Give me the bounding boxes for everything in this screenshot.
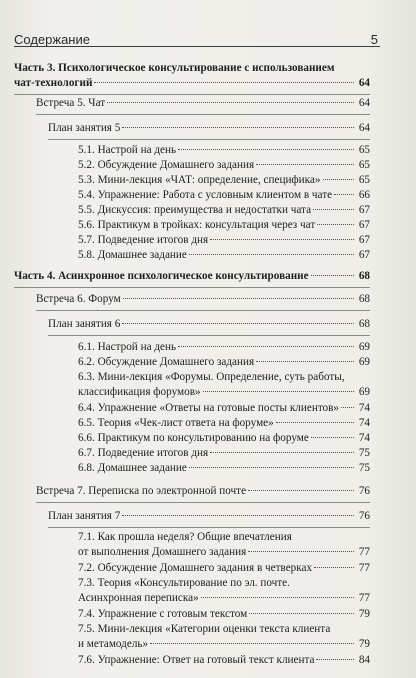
toc-entry-title: от выполнения Домашнего задания — [78, 546, 247, 558]
toc-entry-line — [78, 431, 370, 446]
toc-entry-line — [78, 576, 370, 591]
toc-leader-dots — [276, 422, 354, 423]
toc-page-number: 65 — [358, 144, 370, 156]
toc-page-number: 77 — [358, 546, 370, 558]
toc-entry-title: 6.1. Настрой на день — [78, 341, 177, 353]
toc-leader-dots — [311, 275, 354, 276]
toc-entry — [78, 607, 370, 622]
toc-entry-title: 5.5. Дискуссия: преимущества и недостатки чата — [78, 204, 312, 216]
toc-entry — [48, 121, 370, 136]
toc-entry — [78, 173, 370, 188]
toc-entry — [14, 269, 370, 284]
toc-page-number: 68 — [358, 318, 370, 330]
toc-entry-title: Часть 4. Асинхронное психологическое консультирование — [14, 270, 309, 282]
toc-separator-line — [14, 94, 370, 95]
toc-page-number: 75 — [358, 462, 370, 474]
toc-separator-line — [36, 310, 370, 311]
toc-entry-title: 5.8. Домашнее задание — [78, 249, 187, 261]
toc-page-number: 65 — [358, 174, 370, 186]
toc-page-number: 84 — [358, 654, 370, 666]
toc-entry — [78, 401, 370, 416]
page-number: 5 — [370, 32, 378, 47]
toc-entry-line — [78, 370, 370, 385]
toc-entry-title: 6.3. Мини-лекция «Форумы. Определение, суть работы, — [78, 371, 345, 383]
toc-separator-line — [48, 139, 370, 140]
toc-leader-dots — [94, 82, 354, 83]
toc-entry-title: Часть 3. Психологическое консультирование с использованием — [14, 62, 335, 74]
toc-page-number: 76 — [358, 510, 370, 522]
toc-page-number: 67 — [358, 219, 370, 231]
toc-separator-line — [36, 502, 370, 503]
toc-entry — [14, 61, 370, 91]
toc-entry-title: План занятия 7 — [48, 510, 121, 522]
toc-entry-line — [78, 591, 370, 606]
toc-entry-line — [78, 355, 370, 370]
toc-leader-dots — [210, 452, 354, 453]
toc-leader-dots — [341, 407, 354, 408]
toc-separator-line — [48, 527, 370, 528]
toc-entry-title: 5.3. Мини-лекция «ЧАТ: определение, специфика» — [78, 174, 321, 186]
toc-leader-dots — [122, 323, 354, 324]
toc-leader-dots — [323, 179, 355, 180]
toc-page-number: 67 — [358, 249, 370, 261]
toc-entry-line — [14, 61, 370, 76]
toc-entry-title: План занятия 6 — [48, 318, 121, 330]
toc-entry-line — [78, 530, 370, 545]
toc-leader-dots — [256, 361, 354, 362]
toc-entry-line — [78, 218, 370, 233]
toc-page-number: 79 — [358, 638, 370, 650]
toc-entry-title: 6.4. Упражнение «Ответы на готовые посты клиентов» — [78, 402, 340, 414]
toc-entry — [78, 576, 370, 606]
toc-entry — [78, 218, 370, 233]
toc-leader-dots — [249, 613, 354, 614]
toc-entry — [78, 370, 370, 400]
toc-entry-line — [36, 96, 370, 111]
toc-entry-title: чат-технологий — [14, 77, 93, 89]
toc-entry — [78, 561, 370, 576]
toc-page-number: 65 — [358, 159, 370, 171]
toc-leader-dots — [189, 254, 354, 255]
toc-leader-dots — [178, 149, 354, 150]
toc-entry-title: 7.2. Обсуждение Домашнего задания в четверках — [78, 562, 313, 574]
toc-entry-title: 5.4. Упражнение: Работа с условным клиентом в чате — [78, 189, 333, 201]
toc-leader-dots — [150, 643, 354, 644]
toc-entry — [78, 431, 370, 446]
toc-leader-dots — [210, 239, 354, 240]
toc-leader-dots — [201, 597, 354, 598]
toc-entry-line — [78, 461, 370, 476]
toc-entry-line — [78, 143, 370, 158]
toc-entry-title: 7.5. Мини-лекция «Категории оценки текста клиента — [78, 623, 331, 635]
toc-entry-line — [48, 317, 370, 332]
toc-entry-title: 7.1. Как прошла неделя? Общие впечатления — [78, 531, 292, 543]
toc-entry-line — [78, 446, 370, 461]
toc-leader-dots — [317, 224, 354, 225]
toc-separator-line — [48, 335, 370, 336]
toc-page-number: 76 — [358, 485, 370, 497]
toc-entry-title: Встреча 6. Форум — [36, 293, 121, 305]
toc-page-number: 64 — [358, 97, 370, 109]
toc-entry-title: Встреча 5. Чат — [36, 97, 106, 109]
toc-entry-line — [36, 292, 370, 307]
toc-leader-dots — [311, 437, 354, 438]
toc-entry-title: 7.6. Упражнение: Ответ на готовый текст клиента — [78, 654, 315, 666]
toc-entry-title: План занятия 5 — [48, 122, 121, 134]
toc-entry-title: 6.6. Практикум по консультированию на форуме — [78, 432, 309, 444]
toc-page-number: 69 — [358, 341, 370, 353]
toc-page-number: 77 — [358, 562, 370, 574]
toc-entry — [36, 292, 370, 307]
toc-separator-line — [36, 114, 370, 115]
toc-entry-line — [78, 385, 370, 400]
toc-entry — [78, 355, 370, 370]
toc-page-number: 75 — [358, 447, 370, 459]
toc-entry — [36, 484, 370, 499]
toc-entry-line — [78, 401, 370, 416]
toc-leader-dots — [107, 102, 354, 103]
toc-entry-line — [78, 561, 370, 576]
toc-entry-line — [78, 607, 370, 622]
toc-entry-line — [36, 484, 370, 499]
toc-entry — [78, 188, 370, 203]
toc-entry — [78, 203, 370, 218]
toc-entry — [78, 461, 370, 476]
toc-separator-line — [14, 287, 370, 288]
toc-entry-line — [78, 340, 370, 355]
toc-entry — [78, 248, 370, 263]
toc-entry — [78, 446, 370, 461]
toc-entry — [78, 653, 370, 668]
toc-entry-title: и метамодель» — [78, 638, 149, 650]
toc-entry-title: 6.5. Теория «Чек-лист ответа на форуме» — [78, 417, 274, 429]
toc-page-number: 69 — [358, 356, 370, 368]
toc-leader-dots — [122, 127, 354, 128]
toc-leader-dots — [334, 194, 354, 195]
toc-page-number: 67 — [358, 234, 370, 246]
toc-page-number: 69 — [358, 386, 370, 398]
toc-entry — [78, 530, 370, 560]
toc-leader-dots — [122, 515, 354, 516]
toc-entry-title: 6.8. Домашнее задание — [78, 462, 187, 474]
toc-entry-line — [78, 248, 370, 263]
toc-entry-title: 7.4. Упражнение с готовым текстом — [78, 608, 248, 620]
toc-page-number: 74 — [358, 417, 370, 429]
toc-leader-dots — [248, 490, 354, 491]
toc-entry-title: 5.7. Подведение итогов дня — [78, 234, 209, 246]
toc-entry-line — [78, 158, 370, 173]
toc-leader-dots — [316, 659, 354, 660]
toc-page-number: 79 — [358, 608, 370, 620]
toc-entry-title: 7.3. Теория «Консультирование по эл. почте. — [78, 577, 290, 589]
toc-entry-line — [78, 416, 370, 431]
toc-entry — [36, 96, 370, 111]
toc-entry-title: Встреча 7. Переписка по электронной почте — [36, 485, 247, 497]
toc-page-number: 68 — [358, 293, 370, 305]
toc-entry — [78, 143, 370, 158]
toc-entry — [48, 317, 370, 332]
toc-entry-line — [48, 509, 370, 524]
toc-entry-title: 5.6. Практикум в тройках: консультация через чат — [78, 219, 316, 231]
toc-page-number: 74 — [358, 402, 370, 414]
toc-entry — [78, 340, 370, 355]
toc-entry-title: 6.7. Подведение итогов дня — [78, 447, 209, 459]
toc-entry — [48, 509, 370, 524]
running-header-title: Содержание — [14, 32, 90, 47]
toc-entry-title: 6.2. Обсуждение Домашнего задания — [78, 356, 255, 368]
toc-page-number: 64 — [358, 122, 370, 134]
toc-entry — [78, 416, 370, 431]
toc-page-number: 66 — [358, 189, 370, 201]
toc-leader-dots — [314, 567, 354, 568]
toc-entry-line — [78, 173, 370, 188]
toc-page-number: 74 — [358, 432, 370, 444]
toc-page-number: 68 — [358, 270, 370, 282]
toc-leader-dots — [203, 391, 354, 392]
toc-entry-line — [78, 233, 370, 248]
toc-entry-line — [14, 269, 370, 284]
toc-leader-dots — [248, 551, 354, 552]
toc-entry-line — [78, 653, 370, 668]
toc-page-number: 67 — [358, 204, 370, 216]
toc-entry — [78, 158, 370, 173]
toc-entry-line — [48, 121, 370, 136]
toc-entry-line — [78, 545, 370, 560]
toc-page-number: 64 — [358, 77, 370, 89]
toc-entry — [78, 233, 370, 248]
toc-leader-dots — [256, 164, 354, 165]
toc-entry-title: Асинхронная переписка» — [78, 592, 199, 604]
toc-entry — [78, 622, 370, 652]
toc-leader-dots — [123, 298, 354, 299]
toc-page-number: 77 — [358, 592, 370, 604]
toc-leader-dots — [178, 346, 354, 347]
toc-leader-dots — [189, 467, 354, 468]
toc-entry-title: 5.2. Обсуждение Домашнего задания — [78, 159, 255, 171]
toc-entry-line — [78, 622, 370, 637]
toc-entry-title: 5.1. Настрой на день — [78, 144, 177, 156]
toc-leader-dots — [313, 209, 354, 210]
toc-entry-line — [78, 203, 370, 218]
toc-entry-line — [14, 76, 370, 91]
toc-entry-line — [78, 188, 370, 203]
toc-entry-line — [78, 637, 370, 652]
toc-entry-title: классификация форумов» — [78, 386, 201, 398]
